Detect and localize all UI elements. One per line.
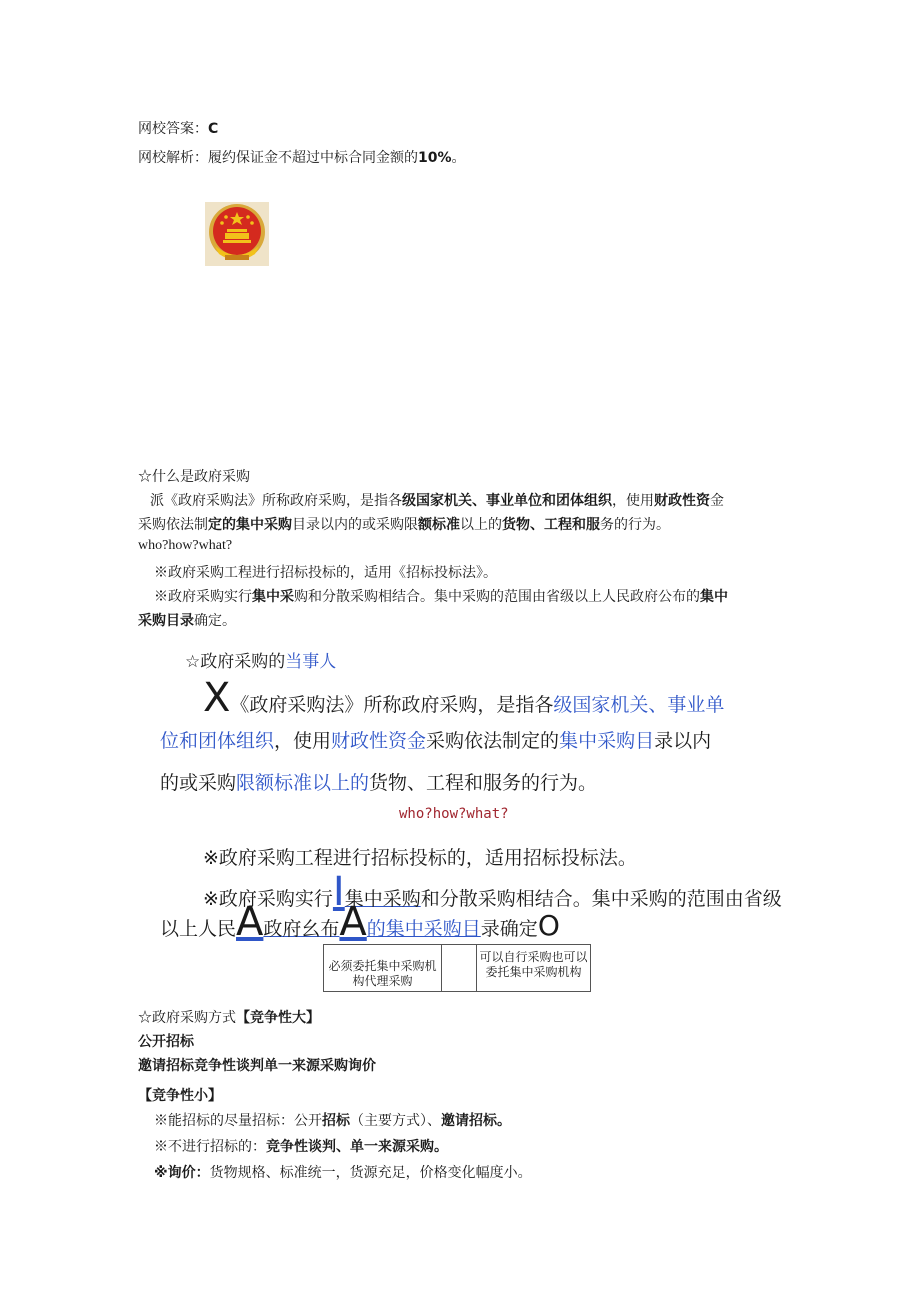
- section1-para2: 采购依法制定的集中采购目录以内的或采购限额标准以上的货物、工程和服务的行为。: [138, 517, 670, 533]
- table-cell-must-entrust: 必须委托集中采购机构代理采购: [324, 945, 442, 991]
- section2-title: ☆政府采购的当事人: [185, 652, 337, 672]
- answer-line: [138, 118, 218, 138]
- section3-note3: ※询价：货物规格、标准统一，货源充足，价格变化幅度小。: [154, 1165, 532, 1181]
- section3-line2: 邀请招标竞争性谈判单一来源采购询价: [138, 1058, 376, 1074]
- analysis-label: 网校解析：: [138, 151, 208, 166]
- analysis-line: [138, 147, 466, 167]
- procurement-table: [323, 944, 591, 992]
- section2-note1: ※政府采购工程进行招标投标的，适用招标投标法。: [203, 847, 637, 869]
- cursor-bar-glyph: I: [332, 869, 345, 915]
- section1-www: who?how?what?: [138, 538, 233, 553]
- section1-note2: ※政府采购实行集中采购和分散采购相结合。集中采购的范围由省级以上人民政府公布的集中: [154, 589, 728, 605]
- section1-note1: ※政府采购工程进行招标投标的，适用《招标投标法》。: [154, 566, 497, 581]
- section2-www: who?how?what?: [399, 806, 509, 822]
- table-cell-may-self: 可以自行采购也可以委托集中采购机构: [479, 950, 588, 979]
- analysis-value: 10%: [418, 150, 452, 166]
- section1-para1: 派《政府采购法》所称政府采购，是指各级国家机关、事业单位和团体组织，使用财政性资金: [150, 493, 724, 509]
- section3-line1: 公开招标: [138, 1034, 194, 1050]
- section2-line3: 的或采购限额标准以上的货物、工程和服务的行为。: [160, 772, 598, 794]
- analysis-text: 履约保证金不超过中标合同金额的: [208, 151, 418, 166]
- section2-note3: 以上人民A政府幺布A的集中采购目录确定O: [160, 899, 560, 945]
- table-cell-empty: [442, 945, 477, 991]
- section2-note2: ※政府采购实行I集中采购和分散采购相结合。集中采购的范围由省级: [203, 869, 782, 915]
- analysis-end: 。: [451, 151, 466, 166]
- big-x-glyph: X: [203, 675, 231, 721]
- answer-value: C: [208, 121, 219, 137]
- national-emblem-icon: [205, 202, 269, 266]
- big-o-glyph: O: [537, 909, 560, 942]
- section2-line2: 位和团体组织，使用财政性资金采购依法制定的集中采购目录以内: [160, 730, 712, 752]
- section3-note1: ※能招标的尽量招标：公开招标（主要方式）、邀请招标。: [154, 1113, 511, 1129]
- section2-line1: X《政府采购法》所称政府采购，是指各级国家机关、事业单: [203, 675, 725, 721]
- section3-title: ☆政府采购方式【竞争性大】: [138, 1010, 320, 1026]
- big-a-glyph: A: [236, 899, 264, 945]
- section3-note2: ※不进行招标的：竞争性谈判、单一来源采购。: [154, 1139, 448, 1155]
- section1-title: ☆什么是政府采购: [138, 470, 250, 485]
- section3-line3: 【竞争性小】: [138, 1088, 222, 1104]
- section1-note3: 采购目录确定。: [138, 613, 236, 629]
- big-a-glyph: A: [339, 899, 367, 945]
- answer-label: 网校答案：: [138, 122, 208, 137]
